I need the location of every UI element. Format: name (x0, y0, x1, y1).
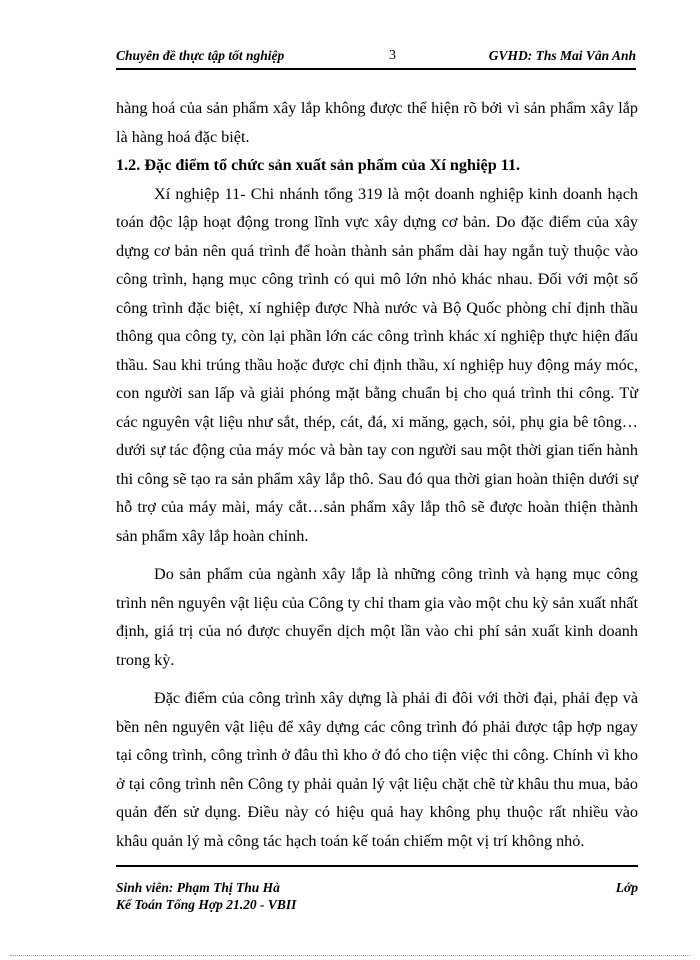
page-footer (116, 865, 638, 913)
page-header (116, 48, 636, 70)
body-paragraph-2: Do sản phẩm của ngành xây lắp là những công trình và hạng mục công trình nên nguyên vật liệu của Công ty chỉ tham gia vào một chu kỳ sản xuất nhất định, giá trị của nó được chuyển dịch một lần vào chi phí sản xuất kinh doanh trong kỳ. (116, 565, 638, 669)
continuation-paragraph: hàng hoá của sản phẩm xây lắp không được thể hiện rõ bởi vì sản phẩm xây lắp là hàng hoá đặc biệt. (116, 99, 638, 146)
header-supervisor: GVHD: Ths Mai Vân Anh (488, 48, 636, 63)
footer-class-label: Lớp (615, 880, 638, 895)
section-heading: 1.2. Đặc điểm tổ chức sản xuất sản phẩm của Xí nghiệp 11. (116, 156, 521, 174)
header-page-number: 3 (389, 48, 396, 63)
header-document-title: Chuyên đề thực tập tốt nghiệp (116, 48, 285, 63)
page-bottom-divider (10, 955, 690, 956)
footer-student-name: Sinh viên: Phạm Thị Thu Hà (116, 880, 280, 895)
footer-class-name: Kế Toán Tổng Hợp 21.20 - VBII (116, 897, 297, 912)
page-body (116, 94, 638, 855)
body-paragraph-1: Xí nghiệp 11- Chi nhánh tổng 319 là một doanh nghiệp kinh doanh hạch toán độc lập hoạt động trong lĩnh vực xây dựng cơ bản. Do đặc điểm của xây dựng cơ bản nên quá trình để hoàn thành sản phẩm dài hay ngắn tuỳ thuộc vào công trình, hạng mục công trình có qui mô lớn nhỏ khác nhau. Đối với một số công trình đặc biệt, xí nghiệp được Nhà nước và Bộ Quốc phòng chỉ định thầu thông qua công ty, còn lại phần lớn các công trình khác xí nghiệp thực hiện đấu thầu. Sau khi trúng thầu hoặc được chỉ định thầu, xí nghiệp huy động máy móc, con người san lấp và giải phóng mặt bằng chuẩn bị cho quá trình thi công. Từ các nguyên vật liệu như sắt, thép, cát, đá, xi măng, gạch, sỏi, phụ gia bê tông…dưới sự tác động của máy móc và bàn tay con người sau một thời gian tiến hành thi công sẽ tạo ra sản phẩm xây lắp thô. Sau đó qua thời gian hoàn thiện dưới sự hỗ trợ của máy mài, máy cắt…sản phẩm xây lắp thô sẽ được hoàn thiện thành sản phẩm xây lắp hoàn chỉnh. (116, 184, 638, 545)
body-paragraph-3: Đặc điểm của công trình xây dựng là phải đi đôi với thời đại, phải đẹp và bền nên nguyên vật liệu để xây dựng các công trình đó phải được tập hợp ngay tại công trình, công trình ở đâu thì kho ở đó cho tiện việc thi công. Chính vì kho ở tại công trình nên Công ty phải quản lý vật liệu chặt chẽ từ khâu thu mua, bảo quản đến sử dụng. Điều này có hiệu quả hay không phụ thuộc rất nhiều vào khâu quản lý mà công tác hạch toán kế toán chiếm một vị trí không nhỏ. (116, 689, 638, 850)
